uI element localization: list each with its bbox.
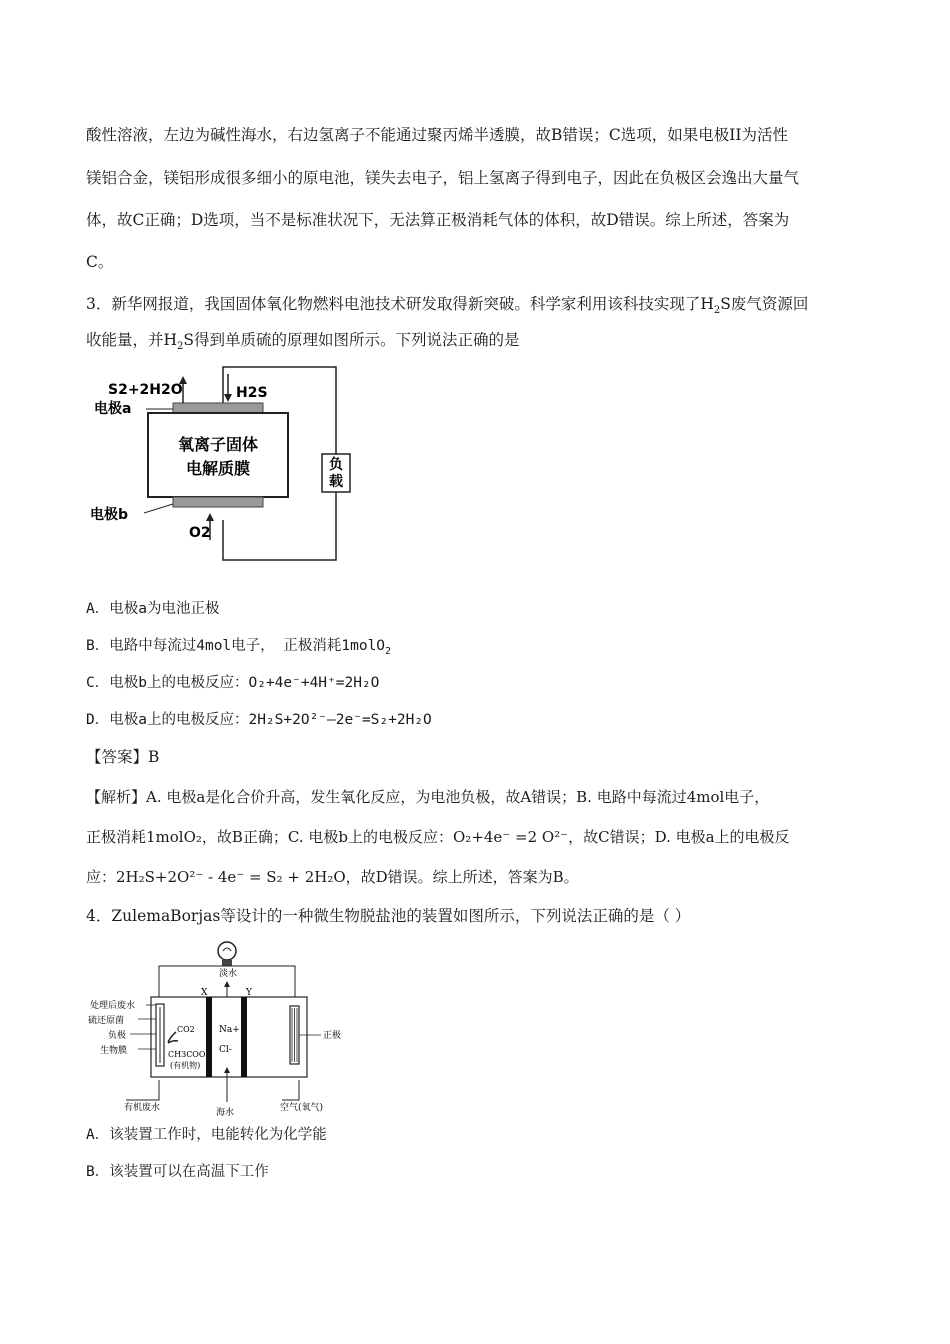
- fuel-cell-diagram: [86, 364, 376, 564]
- answer: 【答案】B: [86, 748, 160, 766]
- o2-label: O2: [189, 525, 211, 541]
- option-b: B．该装置可以在高温下工作: [86, 1164, 269, 1180]
- option-b: B．电路中每流过4mol电子， 正极消耗1molO$_2$: [86, 638, 392, 657]
- electrode-a-label: 电极a: [94, 401, 132, 417]
- load-label: 负: [329, 457, 343, 473]
- desalination-cell-diagram: [86, 937, 376, 1127]
- treated-water-label: 处理后废水: [90, 1001, 136, 1011]
- load-label: 载: [329, 474, 343, 490]
- air-label: 空气(氧气): [280, 1103, 324, 1113]
- na-label: Na+: [219, 1025, 240, 1035]
- electrode-b: [173, 497, 263, 507]
- electrode-b-label: 电极b: [90, 507, 129, 523]
- explanation-line: 酸性溶液，左边为碱性海水，右边氢离子不能通过聚丙烯半透膜，故B错误；C选项，如果电极II为活性: [86, 126, 788, 144]
- cl-label: Cl-: [219, 1045, 232, 1055]
- seawater-label: 海水: [216, 1108, 235, 1118]
- biofilm-label: 生物膜: [100, 1046, 128, 1056]
- y-label: Y: [246, 988, 252, 998]
- explanation-line: 体，故C正确；D选项，当不是标准状况下，无法算正极消耗气体的体积，故D错误。综上所述，答案为: [86, 211, 790, 229]
- analysis-line: 【解析】A. 电极a是化合价升高，发生氧化反应，为电池负极，故A错误；B. 电路中每流过4mol电子，: [86, 788, 770, 806]
- option-a: A．该装置工作时，电能转化为化学能: [86, 1127, 327, 1143]
- acetate-label: CH3COO-: [168, 1050, 209, 1059]
- electrolyte-membrane: [148, 413, 288, 497]
- sulfur-bacteria-label: 硫还原菌: [88, 1016, 125, 1026]
- membrane-label: 氧离子固体: [177, 435, 259, 454]
- product-label: S2+2H2O: [108, 382, 183, 398]
- x-label: X: [201, 988, 208, 998]
- question-4-stem: 4．ZulemaBorjas等设计的一种微生物脱盐池的装置如图所示，下列说法正确的是（ ）: [86, 907, 691, 925]
- option-a: A．电极a为电池正极: [86, 601, 220, 617]
- option-c: C．电极b上的电极反应：O₂+4e⁻+4H⁺=2H₂O: [86, 675, 380, 691]
- organic-label: (有机物): [170, 1061, 201, 1070]
- h2s-label: H2S: [236, 385, 268, 401]
- o2-arrow-head: [206, 513, 214, 521]
- membrane-x: [206, 997, 212, 1077]
- negative-label: 负极: [108, 1031, 127, 1041]
- h2s-arrow-head: [224, 394, 232, 402]
- analysis-line: 正极消耗1molO₂，故B正确；C. 电极b上的电极反应：O₂+4e⁻ =2 O²⁻，故C错误；D. 电极a上的电极反: [86, 828, 790, 846]
- explanation-line: C。: [86, 253, 114, 271]
- bulb-icon: [218, 942, 236, 960]
- electrode-a: [173, 403, 263, 413]
- question-3-stem-cont: 收能量，并$H_2S$得到单质硫的原理如图所示。下列说法正确的是: [86, 331, 520, 353]
- co2-label: CO2: [177, 1025, 195, 1034]
- organic-wastewater-label: 有机废水: [124, 1103, 161, 1113]
- fresh-water-label: 淡水: [219, 969, 238, 979]
- explanation-line: 镁铝合金，镁铝形成很多细小的原电池，镁失去电子，铝上氢离子得到电子，因此在负极区会逸出大量气: [86, 169, 800, 187]
- question-3-stem: 3．新华网报道，我国固体氧化物燃料电池技术研发取得新突破。科学家利用该科技实现了$H_2S$废气资源回: [86, 295, 809, 317]
- positive-label: 正极: [323, 1031, 342, 1041]
- membrane-label: 电解质膜: [185, 459, 251, 478]
- membrane-y: [241, 997, 247, 1077]
- analysis-line: 应：2H₂S+2O²⁻ - 4e⁻ = S₂ + 2H₂O，故D错误。综上所述，答案为B。: [86, 868, 579, 886]
- option-d: D．电极a上的电极反应：2H₂S+2O²⁻—2e⁻=S₂+2H₂O: [86, 712, 432, 728]
- leader-line: [144, 504, 173, 513]
